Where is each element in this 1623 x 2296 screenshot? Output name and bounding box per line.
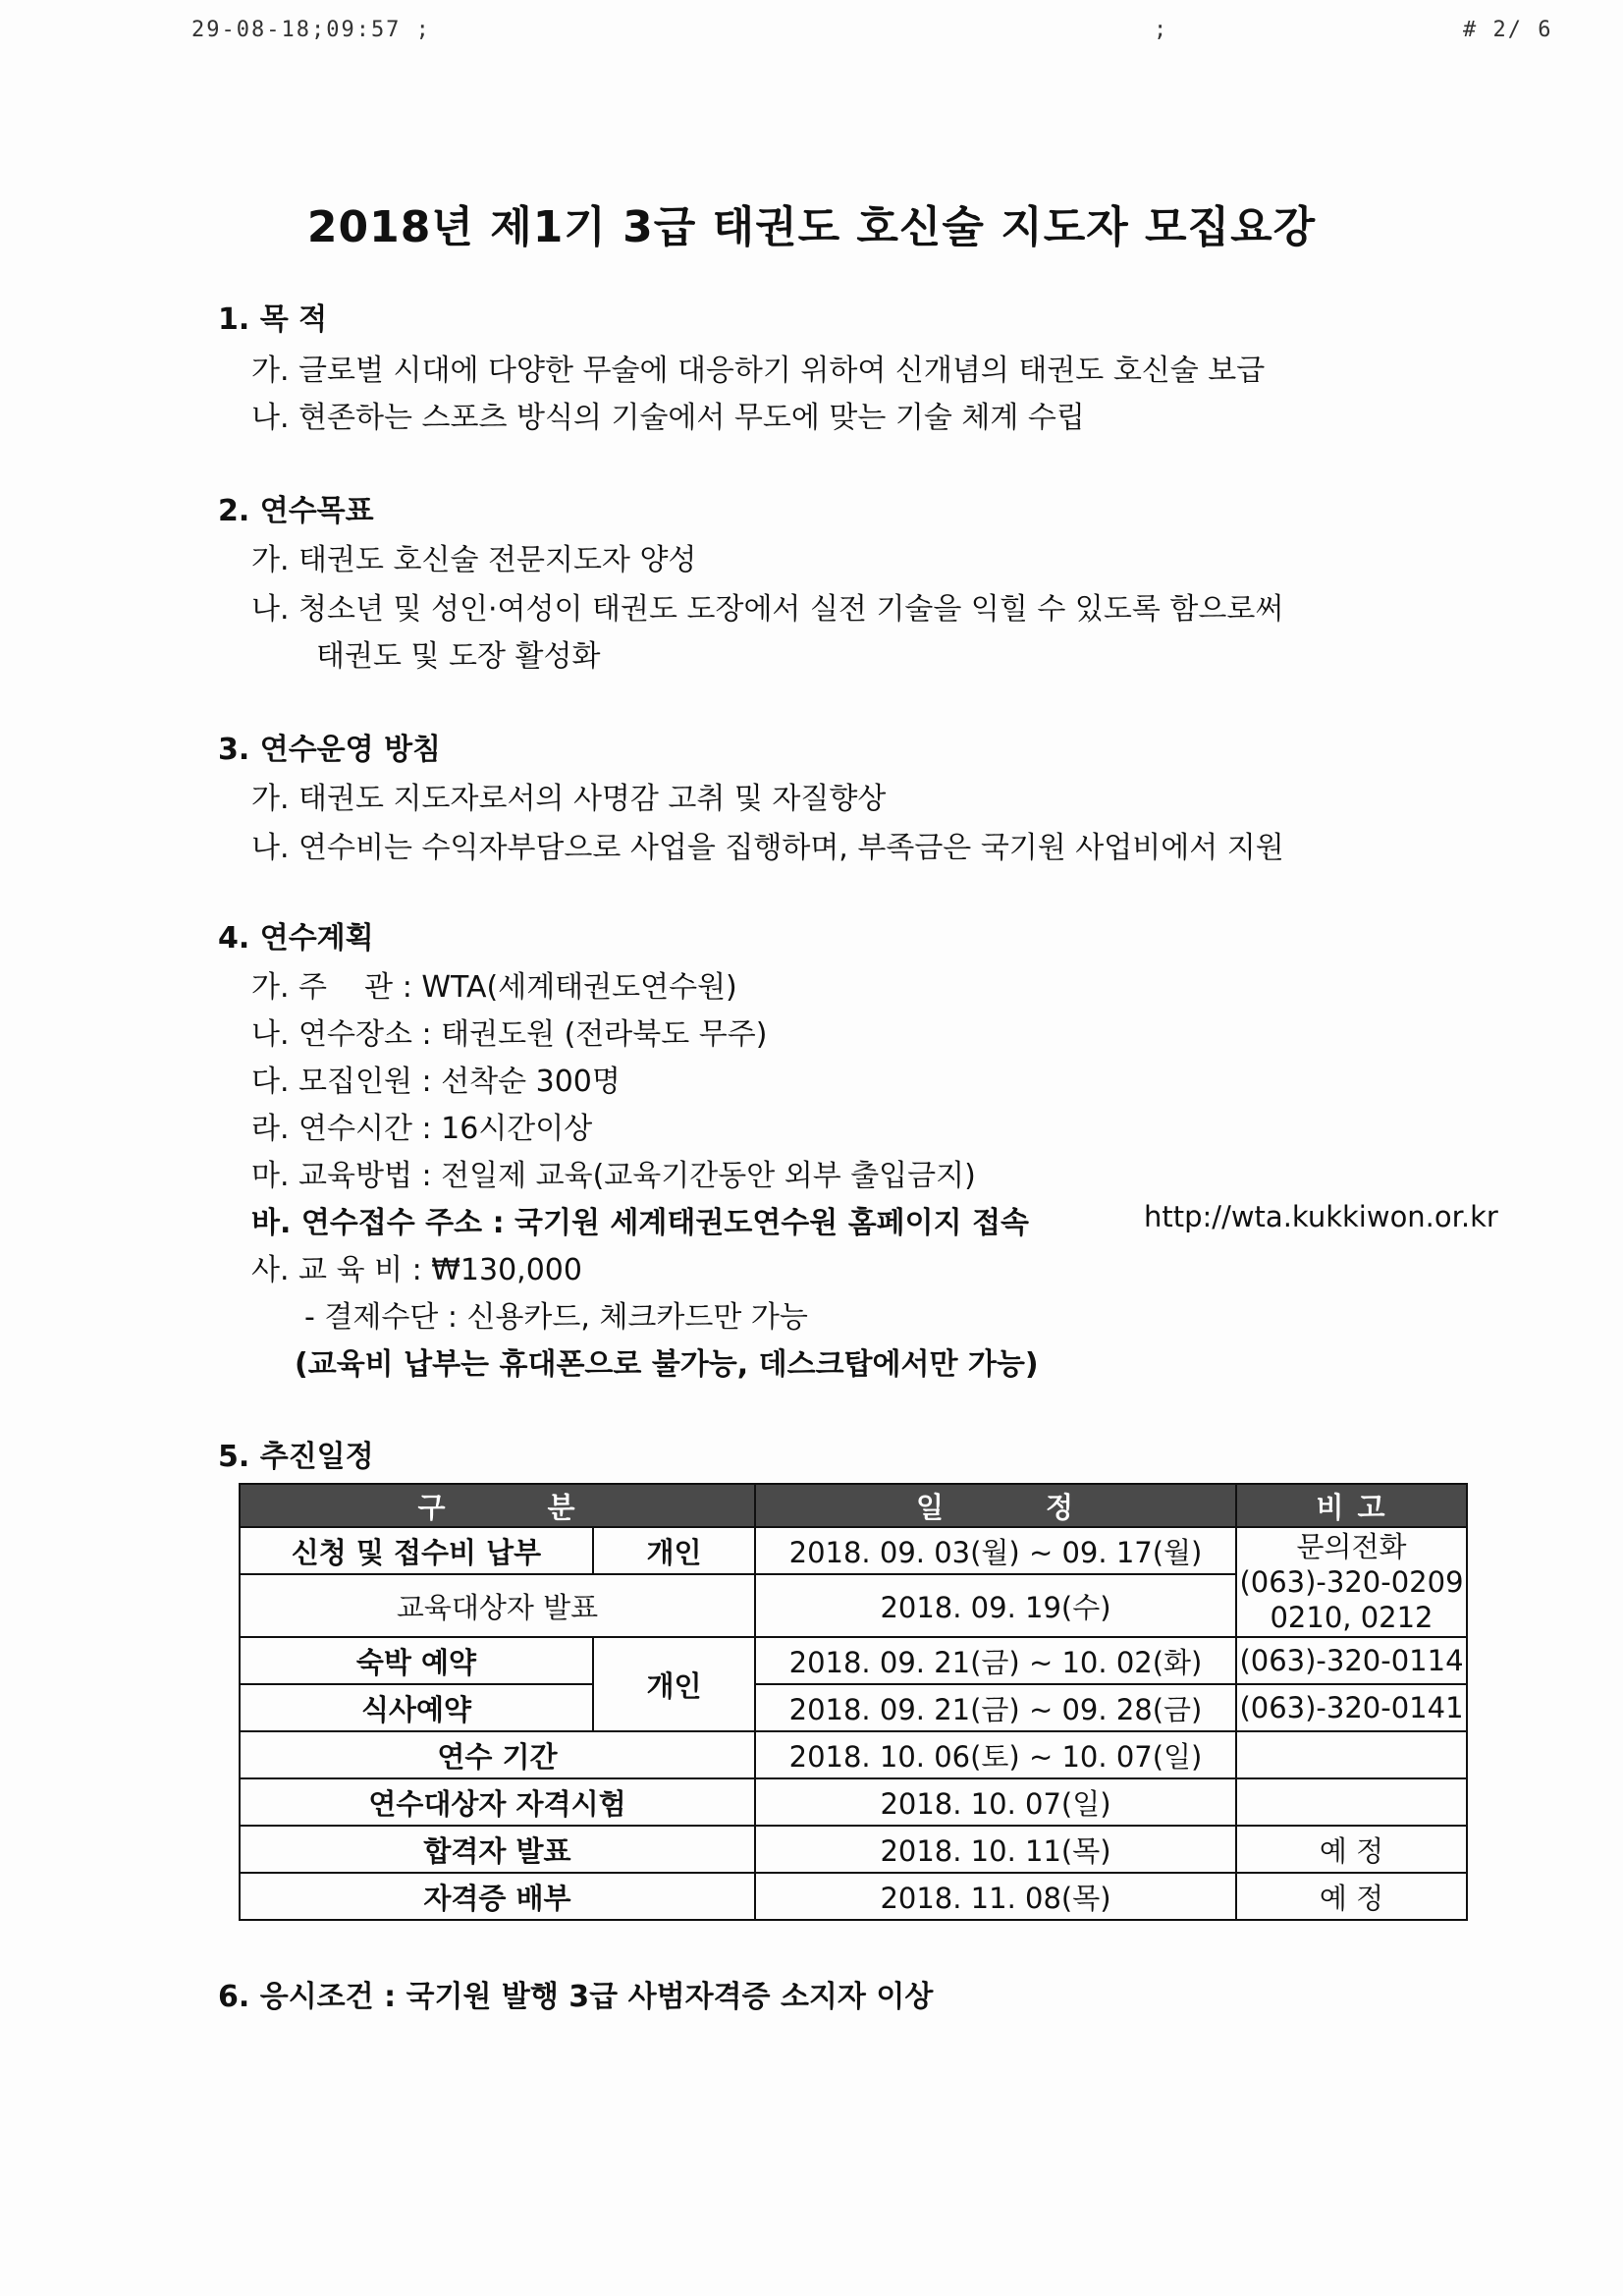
row-sub: 개인 — [593, 1527, 755, 1574]
section-1-item-a: 가. 글로벌 시대에 다양한 무술에 대응하기 위하여 신개념의 태권도 호신술 보급 — [251, 354, 1266, 388]
section-4-payment-note: (교육비 납부는 휴대폰으로 불가능, 데스크탑에서만 가능) — [295, 1347, 1039, 1382]
row-date: 2018. 11. 08(목) — [755, 1873, 1236, 1920]
section-4-item-hours: 라. 연수시간 : 16시간이상 — [251, 1112, 593, 1146]
fax-header-separator: ; — [1154, 18, 1169, 42]
header-note: 비 고 — [1236, 1484, 1467, 1527]
header-date: 일 정 — [755, 1484, 1236, 1527]
row-category: 숙박 예약 — [240, 1637, 593, 1684]
row-date: 2018. 10. 06(토) ~ 10. 07(일) — [755, 1731, 1236, 1778]
schedule-table — [239, 1483, 1468, 1921]
section-4-item-venue: 나. 연수장소 : 태권도원 (전라북도 무주) — [251, 1017, 768, 1052]
contact-note-phone: (063)-320-0209 — [1239, 1565, 1464, 1599]
section-5-heading: 5. 추진일정 — [218, 1440, 374, 1474]
row-category: 교육대상자 발표 — [240, 1574, 755, 1637]
row-note: 예 정 — [1236, 1873, 1467, 1920]
section-1-heading: 1. 목 적 — [218, 302, 328, 337]
fax-header-page-number: # 2/ 6 — [1463, 18, 1553, 42]
fax-header-timestamp: 29-08-18;09:57 ; — [191, 18, 431, 42]
table-row — [240, 1731, 1467, 1778]
table-row — [240, 1527, 1467, 1574]
row-category: 신청 및 접수비 납부 — [240, 1527, 593, 1574]
row-sub: 개인 — [593, 1637, 755, 1731]
section-6-eligibility: 6. 응시조건 : 국기원 발행 3급 사범자격증 소지자 이상 — [218, 1980, 934, 2014]
section-4-item-registration: 바. 연수접수 주소 : 국기원 세계태권도연수원 홈페이지 접속 — [251, 1206, 1030, 1240]
row-note — [1236, 1778, 1467, 1826]
section-3-heading: 3. 연수운영 방침 — [218, 733, 442, 767]
header-category: 구 분 — [240, 1484, 755, 1527]
contact-note-ext: 0210, 0212 — [1270, 1601, 1434, 1634]
section-1-item-b: 나. 현존하는 스포츠 방식의 기술에서 무도에 맞는 기술 체계 수립 — [251, 401, 1085, 435]
row-date: 2018. 10. 11(목) — [755, 1826, 1236, 1873]
section-4-item-method: 마. 교육방법 : 전일제 교육(교육기간동안 외부 출입금지) — [251, 1159, 976, 1193]
row-category: 자격증 배부 — [240, 1873, 755, 1920]
row-date: 2018. 09. 21(금) ~ 10. 02(화) — [755, 1637, 1236, 1684]
row-date: 2018. 09. 21(금) ~ 09. 28(금) — [755, 1684, 1236, 1731]
section-4-item-host: 가. 주 관 : WTA(세계태권도연수원) — [251, 970, 737, 1005]
row-category: 연수 기간 — [240, 1731, 755, 1778]
table-row — [240, 1873, 1467, 1920]
section-2-item-b: 나. 청소년 및 성인·여성이 태권도 도장에서 실전 기술을 익힐 수 있도록 함으로써 — [251, 592, 1284, 627]
table-row — [240, 1778, 1467, 1826]
row-note: 예 정 — [1236, 1826, 1467, 1873]
row-date: 2018. 09. 03(월) ~ 09. 17(월) — [755, 1527, 1236, 1574]
section-4-item-capacity: 다. 모집인원 : 선착순 300명 — [251, 1065, 621, 1099]
section-2-item-b-continued: 태권도 및 도장 활성화 — [316, 639, 601, 674]
row-note: (063)-320-0114 — [1236, 1637, 1467, 1684]
section-2-heading: 2. 연수목표 — [218, 494, 374, 528]
section-4-heading: 4. 연수계획 — [218, 921, 374, 956]
section-3-item-b: 나. 연수비는 수익자부담으로 사업을 집행하며, 부족금은 국기원 사업비에서 지원 — [251, 831, 1284, 865]
section-4-payment-method: - 결제수단 : 신용카드, 체크카드만 가능 — [304, 1300, 808, 1335]
contact-note-label: 문의전화 — [1296, 1530, 1407, 1563]
row-note — [1236, 1731, 1467, 1778]
row-note: (063)-320-0141 — [1236, 1684, 1467, 1731]
document-title: 2018년 제1기 3급 태권도 호신술 지도자 모집요강 — [306, 202, 1317, 252]
row-category: 식사예약 — [240, 1684, 593, 1731]
row-category: 합격자 발표 — [240, 1826, 755, 1873]
registration-url-link[interactable]: http://wta.kukkiwon.or.kr — [1144, 1200, 1498, 1233]
section-3-item-a: 가. 태권도 지도자로서의 사명감 고취 및 자질향상 — [251, 782, 887, 816]
section-2-item-a: 가. 태권도 호신술 전문지도자 양성 — [251, 543, 697, 577]
row-date: 2018. 10. 07(일) — [755, 1778, 1236, 1826]
table-row — [240, 1637, 1467, 1684]
section-4-item-fee: 사. 교 육 비 : ₩130,000 — [251, 1253, 582, 1287]
table-row — [240, 1684, 1467, 1731]
contact-note-cell — [1236, 1527, 1467, 1637]
row-date: 2018. 09. 19(수) — [755, 1574, 1236, 1637]
row-category: 연수대상자 자격시험 — [240, 1778, 755, 1826]
table-row — [240, 1826, 1467, 1873]
